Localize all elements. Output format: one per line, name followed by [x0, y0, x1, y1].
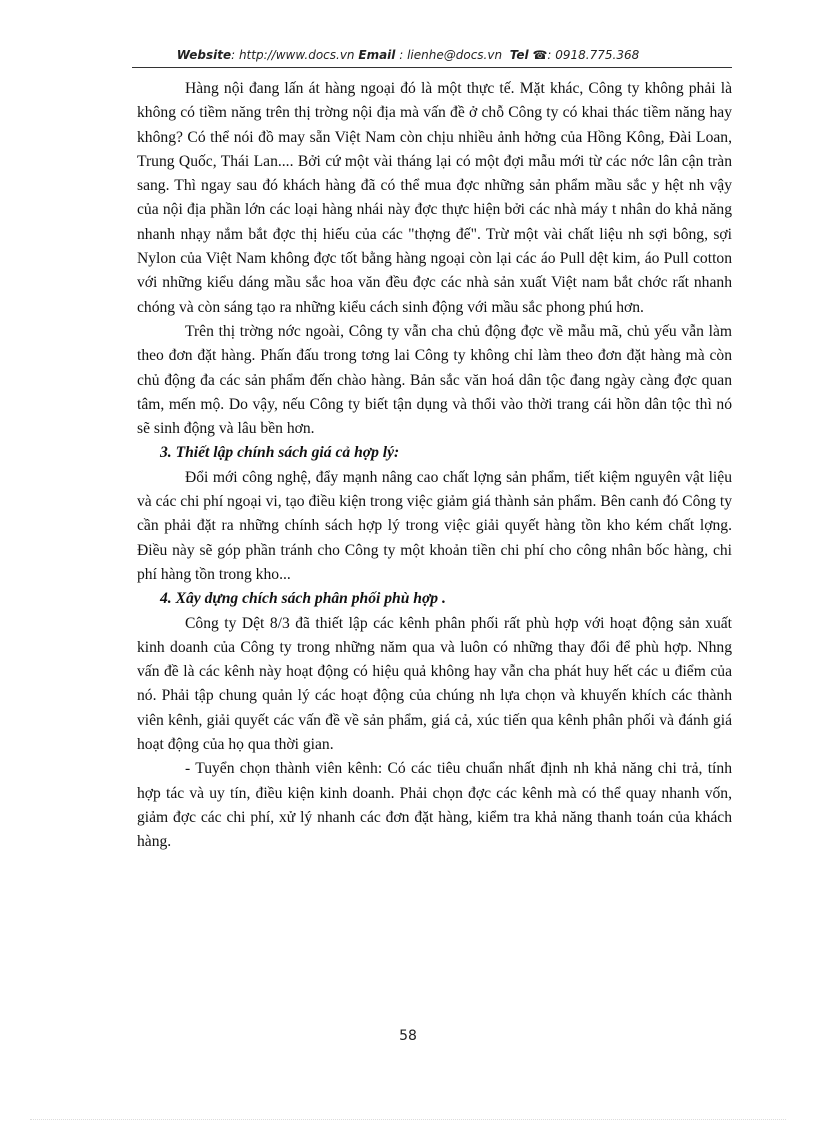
paragraph-pricing: Đổi mới công nghệ, đẩy mạnh nâng cao chất lợng sản phẩm, tiết kiệm nguyên vật liệu và các chi phí ngoại vi, tạo điều kiện trong việc giảm giá thành sản phẩm. Bên canh đó Công ty cần phải đặt ra những chính sách hợp lý trong việc giải quyết hàng tồn kho kém chất lợng. Điều này sẽ góp phần tránh cho Công ty một khoản tiền chi phí cho công nhân bốc hàng, chi phí hàng tồn trong kho... — [137, 468, 733, 583]
email-value: : lienhe@docs.vn — [399, 48, 503, 62]
paragraph-distribution: Công ty Dệt 8/3 đã thiết lập các kênh phân phối rất phù hợp với hoạt động sản xuất kinh doanh của Công ty trong những năm qua và luôn có những thay đổi để phù hợp. Nhng vấn đề là các kênh này hoạt động có hiệu quả không hay vẫn cha phát huy hết các u điểm của nó. Phải tập chung quản lý các hoạt động của chúng nh lựa chọn và khuyến khích các thành viên kênh, giải quyết các vấn đề về sản phẩm, giá cả, xúc tiến qua kênh phân phối và đánh giá hoạt động của họ qua thời gian. — [137, 614, 732, 754]
section-heading-distribution: 4. Xây dựng chích sách phân phối phù hợp . — [160, 590, 446, 608]
page-header — [0, 48, 816, 62]
tel-label: Tel — [509, 48, 529, 62]
section-heading-pricing: 3. Thiết lập chính sách giá cả hợp lý: — [160, 444, 400, 462]
page-bottom-divider — [30, 1119, 786, 1120]
tel-value: ☎: 0918.775.368 — [532, 48, 640, 62]
paragraph-domestic-market: Hàng nội đang lấn át hàng ngoại đó là một thực tế. Mặt khác, Công ty không phải là không có tiềm năng trên thị trờng nội địa mà vấn đề ở chỗ Công ty có khai thác tiềm năng hay không? Có thể nói đồ may sẵn Việt Nam còn chịu nhiều ảnh hởng của Hồng Kông, Đài Loan, Trung Quốc, Thái Lan.... Bởi cứ một vài tháng lại có một đợi mẫu mới từ các nớc lân cận tràn sang. Thì ngay sau đó khách hàng đã có thể mua đợc những sản phẩm mầu sắc y hệt nh vậy của nội địa phần lớn các loại hàng nhái này đợc thực hiện bởi các nhà máy t nhân do khả năng nhanh nhạy nắm bắt đợc thị hiếu của các "thợng đế". Trừ một vài chất liệu nh sợi bông, sợi Nylon của Việt Nam không đợc tốt bằng hàng ngoại còn lại các áo Pull dệt kim, áo Pull cotton với những kiểu dáng mầu sắc hoa văn đều đợc các nhà sản xuất Việt nam bắt chớc rất nhanh chóng và còn sáng tạo ra những kiểu cách sinh động với mầu sắc phong phú hơn. — [137, 80, 732, 316]
paragraph-foreign-market: Trên thị trờng nớc ngoài, Công ty vẫn cha chủ động đợc về mẫu mã, chủ yếu vẫn làm theo đơn đặt hàng. Phấn đấu trong tơng lai Công ty không chỉ làm theo đơn đặt hàng mà còn chủ động đa các sản phẩm đến chào hàng. Bản sắc văn hoá dân tộc đang ngày càng đợc quan tâm, mến mộ. Do vậy, nếu Công ty biết tận dụng và thổi vào thời trang cái hồn dân tộc thì nó sẽ sinh động và lâu bền hơn. — [137, 322, 732, 438]
header-divider — [132, 67, 732, 68]
website-value: : http://www.docs.vn — [231, 48, 355, 62]
document-body — [137, 77, 732, 855]
page-number: 58 — [399, 1028, 417, 1044]
email-label: Email — [358, 48, 396, 62]
website-label: Website — [176, 48, 232, 62]
paragraph-channel-members: - Tuyển chọn thành viên kênh: Có các tiêu chuẩn nhất định nh khả năng chi trả, tính hợp tác và uy tín, điều kiện kinh doanh. Phải chọn đợc các kênh mà có thể quay nhanh vốn, giảm đợc các chi phí, xử lý nhanh các đơn đặt hàng, kiểm tra khả năng thanh toán của khách hàng. — [137, 760, 732, 851]
